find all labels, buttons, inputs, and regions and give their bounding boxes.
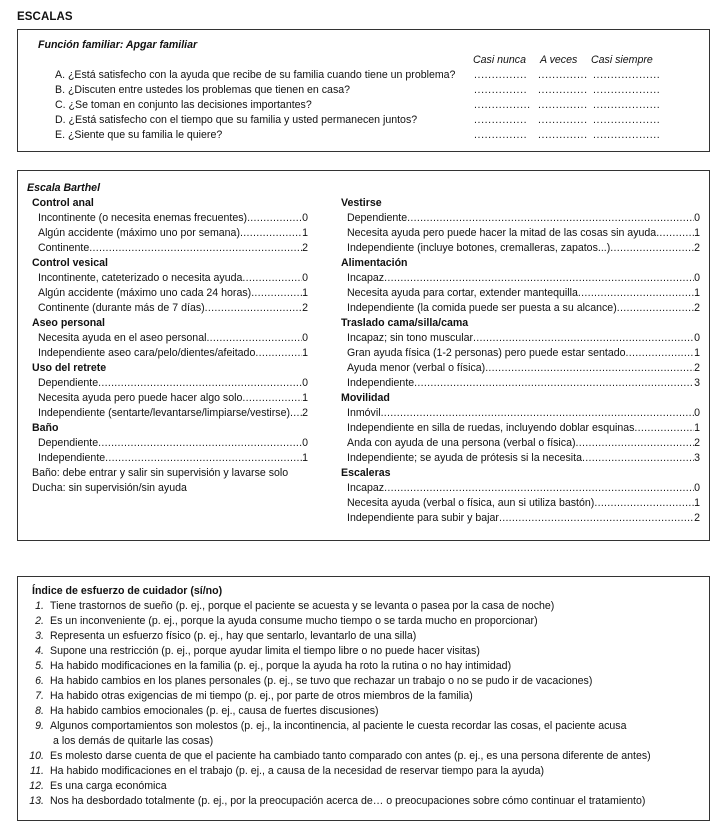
caregiver-item-number: 3.: [35, 630, 44, 642]
answer-blank: ...................: [593, 114, 661, 126]
dot-leader: [578, 287, 694, 300]
barthel-item-text: Incapaz: [347, 272, 385, 284]
barthel-item-score: 2: [302, 302, 308, 314]
barthel-item: [38, 437, 308, 450]
barthel-item-text: Incapaz; sin tono muscular: [347, 332, 474, 344]
apgar-question: E. ¿Siente que su familia le quiere?: [55, 129, 223, 141]
barthel-item: [38, 242, 308, 255]
barthel-item-text: Incapaz: [347, 482, 385, 494]
barthel-item: [38, 392, 308, 405]
caregiver-box: [17, 576, 710, 821]
caregiver-item-number: 11.: [30, 765, 44, 777]
dot-leader: [105, 452, 302, 465]
barthel-item: [347, 437, 700, 450]
barthel-item-score: 2: [694, 512, 700, 524]
caregiver-item-text: a los demás de quitarle las cosas): [53, 735, 214, 747]
dot-leader: [247, 212, 302, 225]
barthel-category: Control vesical: [32, 257, 108, 269]
barthel-item-text: Inmóvil: [347, 407, 381, 419]
barthel-item-score: 1: [302, 287, 308, 299]
barthel-item-text: Dependiente: [38, 377, 99, 389]
answer-blank: ...................: [593, 99, 661, 111]
apgar-question: C. ¿Se toman en conjunto las decisiones importantes?: [55, 99, 312, 111]
apgar-title: Función familiar: Apgar familiar: [38, 39, 198, 51]
barthel-item-text: Ayuda menor (verbal o física): [347, 362, 486, 374]
barthel-item: [347, 362, 700, 375]
caregiver-item-text: Ha habido modificaciones en el trabajo (p. ej., a causa de la necesidad de reservar tiempo para la ayuda): [50, 765, 545, 777]
caregiver-item-text: Algunos comportamientos son molestos (p. ej., la incontinencia, al paciente le cuesta recordar las cosas, el paciente acusa: [50, 720, 627, 732]
caregiver-item-number: 10.: [29, 750, 44, 762]
barthel-item: [38, 347, 308, 360]
barthel-title: Escala Barthel: [27, 182, 101, 194]
dot-leader: [89, 242, 302, 255]
barthel-category: Baño: [32, 422, 59, 434]
barthel-item-score: 1: [694, 227, 700, 239]
caregiver-item-number: 12.: [29, 780, 44, 792]
dot-leader: [242, 392, 302, 405]
caregiver-item-text: Ha habido cambios en los planes personales (p. ej., se tuvo que rechazar un trabajo o no se pudo ir de vacaciones): [50, 675, 593, 687]
barthel-item: [347, 287, 700, 300]
barthel-item-score: 1: [302, 227, 308, 239]
barthel-item-text: Independiente en silla de ruedas, incluyendo doblar esquinas: [347, 422, 635, 434]
caregiver-item-number: 4.: [35, 645, 44, 657]
dot-leader: [384, 272, 694, 285]
barthel-item: [347, 422, 700, 435]
caregiver-item-text: Supone una restricción (p. ej., porque ayudar limita el tiempo libre o no puede hacer visitas): [50, 645, 480, 657]
barthel-item-text: Necesita ayuda pero puede hacer algo solo: [38, 392, 243, 404]
dot-leader: [98, 437, 302, 450]
barthel-item: [347, 272, 700, 285]
header-casi-nunca: Casi nunca: [473, 54, 526, 66]
barthel-item-text: Dependiente: [347, 212, 408, 224]
barthel-item-score: 2: [694, 302, 700, 314]
barthel-item-score: 0: [302, 437, 308, 449]
answer-blank: ...............: [474, 84, 528, 96]
barthel-item-score: 0: [694, 407, 700, 419]
barthel-category: Vestirse: [341, 197, 382, 209]
barthel-item-score: 0: [694, 332, 700, 344]
apgar-question: A. ¿Está satisfecho con la ayuda que recibe de su familia cuando tiene un problema?: [55, 69, 456, 81]
dot-leader: [384, 482, 694, 495]
barthel-item: [347, 347, 700, 360]
barthel-item-text: Incontinente (o necesita enemas frecuentes): [38, 212, 248, 224]
barthel-item: [347, 332, 700, 345]
caregiver-item-text: Es molesto darse cuenta de que el paciente ha cambiado tanto comparado con antes (p. ej., es una persona diferente de antes): [50, 750, 651, 762]
dot-leader: [473, 332, 694, 345]
barthel-item-score: 2: [694, 242, 700, 254]
barthel-item-text: Independiente (sentarte/levantarse/limpiarse/vestirse): [38, 407, 291, 419]
answer-blank: ...................: [593, 84, 661, 96]
answer-blank: ...................: [593, 129, 661, 141]
barthel-item: [347, 242, 700, 255]
barthel-item: [347, 377, 700, 390]
caregiver-item-number: 13.: [29, 795, 44, 807]
answer-blank: ...................: [593, 69, 661, 81]
barthel-category: Aseo personal: [32, 317, 106, 329]
answer-blank: ..............: [538, 99, 588, 111]
barthel-item-score: 0: [694, 482, 700, 494]
dot-leader: [98, 377, 302, 390]
answer-blank: ...............: [474, 114, 528, 126]
barthel-note: Baño: debe entrar y salir sin supervisión y lavarse solo: [32, 467, 289, 479]
dot-leader: [205, 302, 302, 315]
barthel-item-score: 1: [302, 392, 308, 404]
dot-leader: [407, 212, 694, 225]
caregiver-item-number: 5.: [35, 660, 44, 672]
barthel-item-score: 2: [302, 407, 308, 419]
barthel-item-text: Continente (durante más de 7 días): [38, 302, 205, 314]
barthel-item-score: 3: [694, 377, 700, 389]
answer-blank: ..............: [538, 69, 588, 81]
caregiver-title: Índice de esfuerzo de cuidador (sí/no): [32, 585, 223, 597]
barthel-item: [347, 452, 700, 465]
barthel-item: [38, 287, 308, 300]
caregiver-item-text: Es una carga económica: [50, 780, 167, 792]
barthel-item-text: Necesita ayuda (verbal o física, aun si utiliza bastón): [347, 497, 595, 509]
barthel-item-text: Necesita ayuda en el aseo personal: [38, 332, 207, 344]
barthel-item-score: 1: [302, 452, 308, 464]
dot-leader: [610, 242, 694, 255]
barthel-item-text: Dependiente: [38, 437, 99, 449]
barthel-category: Alimentación: [341, 257, 408, 269]
barthel-category: Traslado cama/silla/cama: [341, 317, 469, 329]
barthel-category: Movilidad: [341, 392, 390, 404]
barthel-item: [38, 227, 308, 240]
barthel-item-text: Independiente aseo cara/pelo/dientes/afeitado: [38, 347, 256, 359]
barthel-item-score: 0: [694, 272, 700, 284]
section-title: ESCALAS: [17, 11, 73, 23]
answer-blank: ..............: [538, 114, 588, 126]
barthel-item-score: 1: [694, 422, 700, 434]
dot-leader: [499, 512, 694, 525]
dot-leader: [240, 227, 302, 240]
answer-blank: ...............: [474, 69, 528, 81]
dot-leader: [594, 497, 694, 510]
dot-leader: [206, 332, 302, 345]
barthel-note: Ducha: sin supervisión/sin ayuda: [32, 482, 187, 494]
caregiver-item-number: 2.: [35, 615, 44, 627]
barthel-item-text: Independiente (la comida puede ser puesta a su alcance): [347, 302, 617, 314]
barthel-item: [38, 302, 308, 315]
caregiver-item-text: Ha habido otras exigencias de mi tiempo (p. ej., por parte de otros miembros de la familia): [50, 690, 473, 702]
caregiver-item-text: Es un inconveniente (p. ej., porque la ayuda consume mucho tiempo o se tarda mucho en proporcionar): [50, 615, 538, 627]
dot-leader: [255, 347, 302, 360]
caregiver-item-number: 8.: [35, 705, 44, 717]
barthel-item-text: Continente: [38, 242, 90, 254]
dot-leader: [485, 362, 694, 375]
dot-leader: [290, 407, 302, 420]
dot-leader: [414, 377, 694, 390]
barthel-item-text: Independiente (incluye botones, cremalleras, zapatos...): [347, 242, 611, 254]
caregiver-item-text: Representa un esfuerzo físico (p. ej., hay que sentarlo, levantarlo de una silla): [50, 630, 417, 642]
barthel-item: [38, 407, 308, 420]
caregiver-item-number: 6.: [35, 675, 44, 687]
dot-leader: [626, 347, 695, 360]
answer-blank: ................: [474, 99, 531, 111]
dot-leader: [251, 287, 302, 300]
caregiver-item-number: 1.: [35, 600, 44, 612]
header-a-veces: A veces: [540, 54, 578, 66]
barthel-category: Control anal: [32, 197, 94, 209]
barthel-item-text: Independiente; se ayuda de prótesis si la necesita: [347, 452, 582, 464]
barthel-item: [347, 512, 700, 525]
barthel-item-score: 2: [694, 437, 700, 449]
barthel-item-score: 0: [302, 377, 308, 389]
barthel-item: [38, 212, 308, 225]
dot-leader: [656, 227, 694, 240]
dot-leader: [381, 407, 695, 420]
barthel-item-text: Necesita ayuda pero puede hacer la mitad de las cosas sin ayuda: [347, 227, 657, 239]
barthel-item-score: 0: [302, 272, 308, 284]
barthel-item: [38, 332, 308, 345]
barthel-item-text: Necesita ayuda para cortar, extender mantequilla: [347, 287, 578, 299]
dot-leader: [634, 422, 694, 435]
barthel-item-score: 0: [302, 332, 308, 344]
caregiver-item-number: 7.: [35, 690, 44, 702]
barthel-item-score: 2: [302, 242, 308, 254]
header-casi-siempre: Casi siempre: [591, 54, 653, 66]
barthel-item-score: 2: [694, 362, 700, 374]
barthel-item: [347, 302, 700, 315]
caregiver-item-text: Tiene trastornos de sueño (p. ej., porque el paciente se acuesta y se levanta o pasea por la casa de noche): [50, 600, 555, 612]
barthel-item: [347, 482, 700, 495]
barthel-item-score: 1: [302, 347, 308, 359]
barthel-item-text: Algún accidente (máximo uno cada 24 horas): [38, 287, 252, 299]
barthel-item-text: Anda con ayuda de una persona (verbal o física): [347, 437, 576, 449]
answer-blank: ..............: [538, 84, 588, 96]
barthel-item: [347, 212, 700, 225]
barthel-item-text: Incontinente, cateterizado o necesita ayuda: [38, 272, 243, 284]
barthel-item-text: Algún accidente (máximo uno por semana): [38, 227, 240, 239]
dot-leader: [617, 302, 694, 315]
barthel-item: [347, 227, 700, 240]
barthel-item: [347, 497, 700, 510]
barthel-item-score: 1: [694, 287, 700, 299]
barthel-item: [38, 452, 308, 465]
apgar-question: D. ¿Está satisfecho con el tiempo que su familia y usted permanecen juntos?: [55, 114, 418, 126]
dot-leader: [576, 437, 695, 450]
barthel-item: [38, 377, 308, 390]
barthel-category: Escaleras: [341, 467, 391, 479]
barthel-item-score: 1: [694, 497, 700, 509]
answer-blank: ..............: [538, 129, 588, 141]
barthel-item-score: 3: [694, 452, 700, 464]
barthel-item-score: 0: [694, 212, 700, 224]
caregiver-item-number: 9.: [35, 720, 44, 732]
apgar-box: [17, 29, 710, 152]
dot-leader: [242, 272, 302, 285]
barthel-item-score: 1: [694, 347, 700, 359]
barthel-item-score: 0: [302, 212, 308, 224]
caregiver-item-text: Ha habido cambios emocionales (p. ej., causa de fuertes discusiones): [50, 705, 379, 717]
dot-leader: [582, 452, 694, 465]
caregiver-item-text: Ha habido modificaciones en la familia (p. ej., porque la ayuda ha roto la rutina o no hay intimidad): [50, 660, 512, 672]
apgar-question: B. ¿Discuten entre ustedes los problemas que tienen en casa?: [55, 84, 351, 96]
answer-blank: ...............: [474, 129, 528, 141]
barthel-item-text: Independiente para subir y bajar: [347, 512, 499, 524]
barthel-box: [17, 170, 710, 541]
barthel-item-text: Independiente: [347, 377, 415, 389]
barthel-category: Uso del retrete: [32, 362, 107, 374]
barthel-item: [347, 407, 700, 420]
caregiver-item-text: Nos ha desbordado totalmente (p. ej., por la preocupación acerca de… o preocupaciones sobre cómo continuar el tratamiento): [50, 795, 646, 807]
barthel-item: [38, 272, 308, 285]
barthel-item-text: Gran ayuda física (1-2 personas) pero puede estar sentado: [347, 347, 626, 359]
barthel-item-text: Independiente: [38, 452, 106, 464]
